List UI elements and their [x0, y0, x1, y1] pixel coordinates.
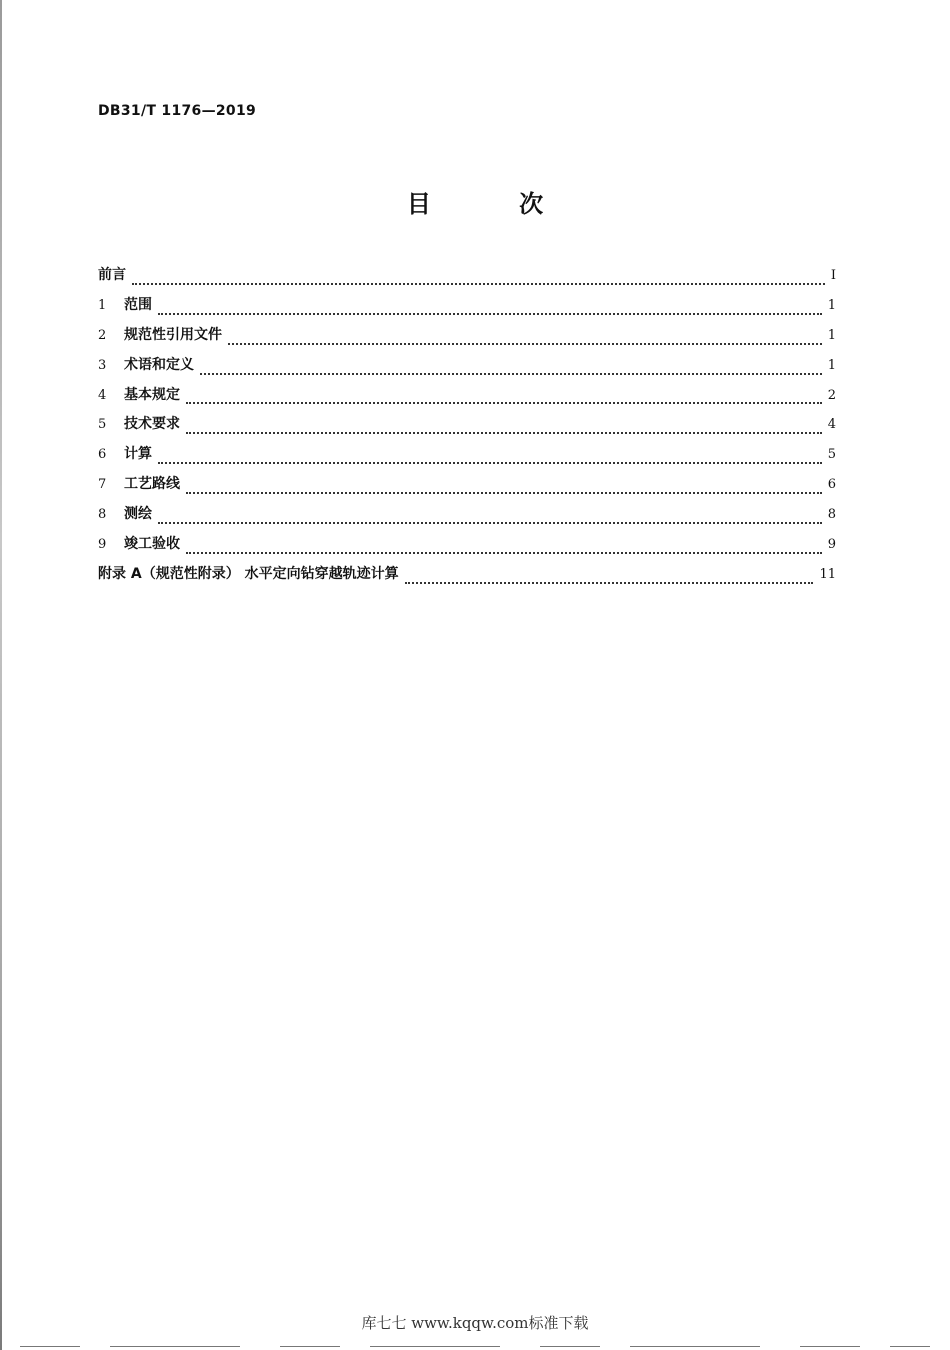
- document-code: DB31/T 1176—2019: [98, 103, 257, 119]
- toc-entry-page: I: [830, 268, 836, 283]
- toc-leader-dots: [405, 582, 814, 584]
- footer-watermark: 库七七 www.kqqw.com标准下载: [361, 1314, 589, 1332]
- toc-entry-terms-definitions[interactable]: [98, 354, 836, 384]
- toc-entry-label: 范围: [124, 296, 152, 313]
- toc-entry-foreword[interactable]: [98, 264, 836, 294]
- toc-entry-label: 前言: [98, 267, 126, 283]
- toc-entry-scope[interactable]: [98, 294, 836, 324]
- toc-entry-page: 5: [827, 447, 836, 463]
- toc-entry-page: 4: [827, 417, 836, 433]
- toc-entry-label: 工艺路线: [124, 476, 180, 493]
- toc-entry-surveying[interactable]: [98, 503, 836, 533]
- toc-entry-page: 1: [827, 327, 836, 343]
- toc-entry-page: 1: [827, 297, 836, 313]
- toc-entry-page: 9: [827, 537, 836, 553]
- toc-entry-label: 计算: [124, 446, 152, 463]
- toc-leader-dots: [186, 402, 822, 404]
- toc-entry-page: 1: [827, 357, 836, 373]
- toc-entry-page: 2: [827, 387, 836, 403]
- toc-leader-dots: [132, 283, 825, 285]
- toc-entry-number: 8: [98, 507, 107, 523]
- toc-leader-dots: [158, 313, 822, 315]
- toc-leader-dots: [158, 462, 822, 464]
- toc-leader-dots: [186, 432, 822, 434]
- toc-leader-dots: [228, 343, 822, 345]
- toc-entry-label: 测绘: [124, 506, 152, 523]
- toc-entry-technical-requirements[interactable]: [98, 413, 836, 443]
- toc-entry-number: 4: [98, 387, 107, 403]
- toc-entry-number: 3: [98, 357, 107, 373]
- toc-entry-number: 5: [98, 417, 107, 433]
- toc-entry-page: 8: [827, 507, 836, 523]
- bottom-scan-rule: [20, 1346, 930, 1347]
- toc-entry-basic-provisions[interactable]: [98, 384, 836, 414]
- toc-entry-number: 6: [98, 447, 107, 463]
- toc-entry-label: 竣工验收: [124, 536, 180, 553]
- table-of-contents: [98, 264, 836, 593]
- toc-entry-appendix-a[interactable]: [98, 563, 836, 593]
- toc-entry-label: 基本规定: [124, 386, 180, 403]
- toc-entry-number: 1: [98, 297, 107, 313]
- toc-entry-calculation[interactable]: [98, 443, 836, 473]
- toc-entry-label: 规范性引用文件: [124, 326, 222, 343]
- toc-title: 目 次: [406, 190, 584, 218]
- toc-leader-dots: [158, 522, 822, 524]
- toc-leader-dots: [186, 552, 822, 554]
- toc-leader-dots: [186, 492, 822, 494]
- toc-entry-process-route[interactable]: [98, 473, 836, 503]
- toc-entry-label: 术语和定义: [124, 356, 194, 373]
- toc-entry-number: 7: [98, 477, 107, 493]
- toc-entry-label: 技术要求: [124, 416, 180, 433]
- toc-entry-normative-references[interactable]: [98, 324, 836, 354]
- toc-leader-dots: [200, 373, 822, 375]
- toc-entry-page: 11: [819, 566, 836, 582]
- toc-entry-page: 6: [827, 477, 836, 493]
- toc-entry-completion-acceptance[interactable]: [98, 533, 836, 563]
- toc-entry-label: 附录 A（规范性附录） 水平定向钻穿越轨迹计算: [98, 565, 399, 582]
- toc-entry-number: 2: [98, 327, 107, 343]
- toc-entry-number: 9: [98, 537, 107, 553]
